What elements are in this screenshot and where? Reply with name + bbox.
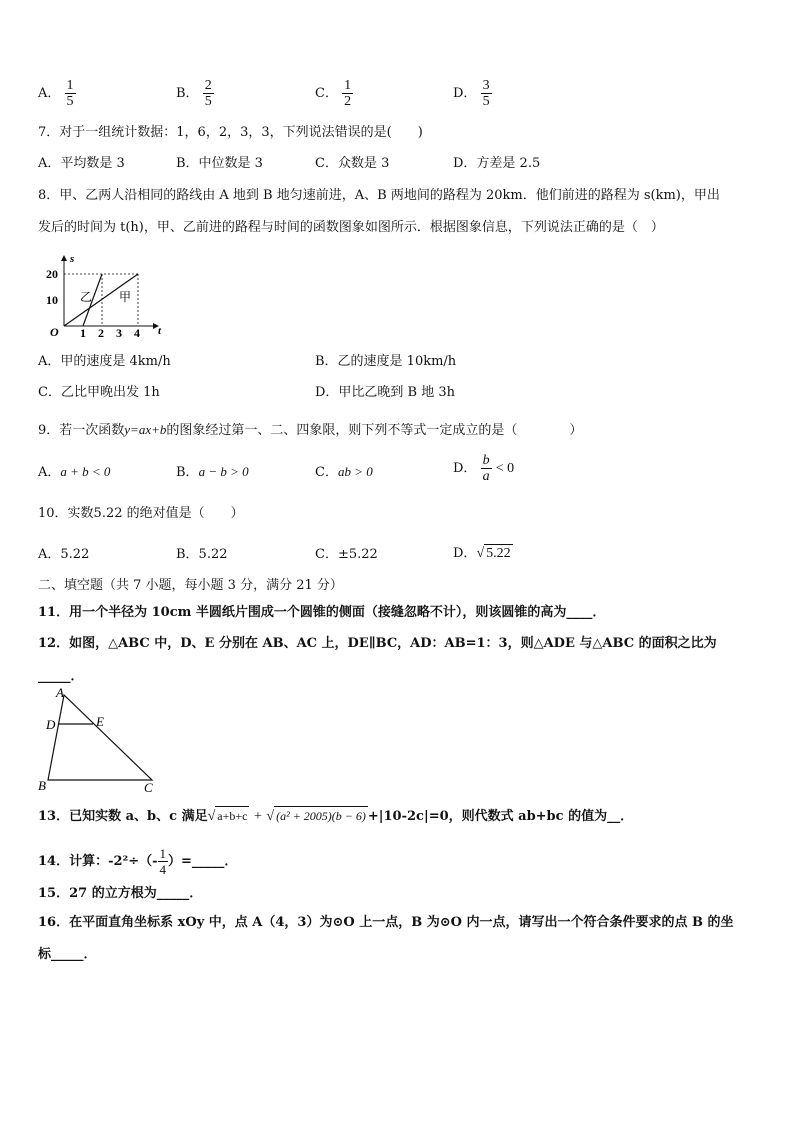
q8-stem-line1: 8．甲、乙两人沿相同的路线由 A 地到 B 地匀速前进，A、B 两地间的路程为 20km．他们前进的路程为 s(km)，甲出 xyxy=(38,188,720,203)
q14 xyxy=(38,846,237,877)
q8-option-a: A．甲的速度是 4km/h xyxy=(38,354,171,369)
q8-option-c: C．乙比甲晚出发 1h xyxy=(38,385,160,400)
vertex-c-label: C xyxy=(144,780,153,794)
frac-numerator: 1 xyxy=(66,78,74,93)
q6-option-label: B． xyxy=(176,86,199,101)
q9-option-fraction xyxy=(481,453,492,484)
triangle-abc xyxy=(48,695,152,780)
y-tick-label: 10 xyxy=(46,293,58,307)
q6-option-fraction xyxy=(481,78,492,109)
q15: 15．27 的立方根为_____． xyxy=(38,886,203,901)
q13-plus: + xyxy=(253,809,262,824)
vertex-b-label: B xyxy=(38,778,46,793)
q9-stem-pre: 9．若一次函数 xyxy=(38,423,125,438)
frac-denominator: a xyxy=(482,469,490,484)
frac-numerator: b xyxy=(482,453,490,468)
q7-option-a: A．平均数是 3 xyxy=(38,156,125,171)
q10-option-d xyxy=(453,544,513,563)
sqrt-icon: √ xyxy=(207,809,216,824)
q6-option-d xyxy=(453,78,492,109)
q12-line2: _____． xyxy=(38,669,84,684)
frac-numerator: 2 xyxy=(204,78,212,93)
q14-pre: 14．计算：-2²÷（- xyxy=(38,854,158,869)
q13-pre: 13．已知实数 a、b、c 满足 xyxy=(38,809,208,824)
q13-post: +|10-2c|=0，则代数式 ab+bc 的值为__． xyxy=(367,809,634,824)
frac-numerator: 1 xyxy=(344,78,352,93)
q6-option-fraction xyxy=(342,78,353,109)
y-tick-label: 20 xyxy=(46,267,58,281)
jia-line-label: 甲 xyxy=(119,290,132,304)
q6-option-label: C． xyxy=(315,86,338,101)
frac-denominator: 5 xyxy=(66,94,74,109)
q9-option-expr: ab > 0 xyxy=(337,464,373,479)
q6-option-label: D． xyxy=(453,86,477,101)
x-axis-label: t xyxy=(158,325,162,337)
vertex-d-label: D xyxy=(46,717,56,732)
vertex-a-label: A xyxy=(56,686,64,700)
q10-stem: 10．实数5.22 的绝对值是（ ） xyxy=(38,506,244,521)
q13-radicand-2: (a² + 2005)(b − 6) xyxy=(274,806,368,825)
frac-denominator: 5 xyxy=(204,94,212,109)
q13 xyxy=(38,806,633,826)
q9-option-label: D． xyxy=(453,461,477,476)
x-tick-label: 3 xyxy=(116,326,122,340)
q6-option-b xyxy=(176,78,214,109)
q10-radicand: 5.22 xyxy=(486,546,511,561)
q8-distance-time-graph xyxy=(46,252,176,344)
q6-option-fraction xyxy=(65,78,76,109)
q10-option-c: C．±5.22 xyxy=(315,547,378,562)
q7-stem: 7．对于一组统计数据：1，6，2，3，3，下列说法错误的是( ) xyxy=(38,125,423,140)
q8-stem-line2: 发后的时间为 t(h)，甲、乙前进的路程与时间的函数图象如图所示．根据图象信息，下列说法正确的是（ ） xyxy=(38,220,664,235)
sqrt-icon: √ xyxy=(476,546,485,561)
x-tick-label: 2 xyxy=(98,326,104,340)
q9-option-a xyxy=(38,463,110,482)
q9-stem-post: 的图象经过第一、二、四象限，则下列不等式一定成立的是（ ） xyxy=(166,423,583,438)
q8-option-d: D．甲比乙晚到 B 地 3h xyxy=(315,385,456,400)
q11: 11．用一个半径为 10cm 半圆纸片围成一个圆锥的侧面（接缝忽略不计），则该圆锥的高为____． xyxy=(38,605,606,620)
q6-option-fraction xyxy=(203,78,214,109)
frac-denominator: 5 xyxy=(482,94,490,109)
q6-option-c xyxy=(315,78,353,109)
q9-option-b xyxy=(176,463,249,482)
frac-numerator: 1 xyxy=(159,846,167,861)
q9-option-label: B． xyxy=(176,465,199,480)
x-tick-label: 1 xyxy=(80,326,86,340)
q10-option-b: B．5.22 xyxy=(176,547,228,562)
q9-stem xyxy=(38,421,582,440)
frac-numerator: 3 xyxy=(482,78,490,93)
vertex-e-label: E xyxy=(96,714,104,729)
q16-line2: 标_____． xyxy=(38,947,97,962)
q9-option-expr: a − b > 0 xyxy=(198,464,249,479)
q9-option-label: C． xyxy=(315,465,338,480)
sqrt-icon: √ xyxy=(266,809,275,824)
q7-option-b: B．中位数是 3 xyxy=(176,156,263,171)
q8-option-b: B．乙的速度是 10km/h xyxy=(315,354,457,369)
q9-option-c xyxy=(315,463,373,482)
frac-denominator: 2 xyxy=(344,94,352,109)
q9-option-rest: < 0 xyxy=(495,461,515,476)
q6-option-a xyxy=(38,78,76,109)
x-tick-label: 4 xyxy=(134,326,140,340)
q10-option-a: A．5.22 xyxy=(38,547,90,562)
frac-denominator: 4 xyxy=(159,862,167,877)
q14-fraction xyxy=(158,846,169,877)
yi-line-label: 乙 xyxy=(80,290,93,304)
q9-function: y=ax+b xyxy=(124,422,167,437)
q9-option-label: A． xyxy=(38,465,61,480)
q16-line1: 16．在平面直角坐标系 xOy 中，点 A（4，3）为⊙O 上一点，B 为⊙O 内一点，请写出一个符合条件要求的点 B 的坐 xyxy=(38,915,734,930)
q9-option-d xyxy=(453,453,514,484)
section-heading: 二、填空题（共 7 小题，每小题 3 分，满分 21 分） xyxy=(38,578,343,593)
q7-option-d: D．方差是 2.5 xyxy=(453,156,541,171)
q12-triangle-figure xyxy=(34,686,164,794)
q9-option-expr: a + b < 0 xyxy=(60,464,111,479)
q13-radicand-1: a+b+c xyxy=(215,806,249,825)
q6-option-label: A． xyxy=(38,86,61,101)
q7-option-c: C．众数是 3 xyxy=(315,156,390,171)
q10-option-label: D． xyxy=(453,546,477,561)
origin-label: O xyxy=(50,325,59,339)
y-axis-label: s xyxy=(70,253,75,265)
q12-line1: 12．如图，△ABC 中，D、E 分别在 AB、AC 上，DE∥BC，AD：AB=1：3，则△ADE 与△ABC 的面积之比为 xyxy=(38,636,717,651)
q14-post: ）=_____． xyxy=(168,854,238,869)
